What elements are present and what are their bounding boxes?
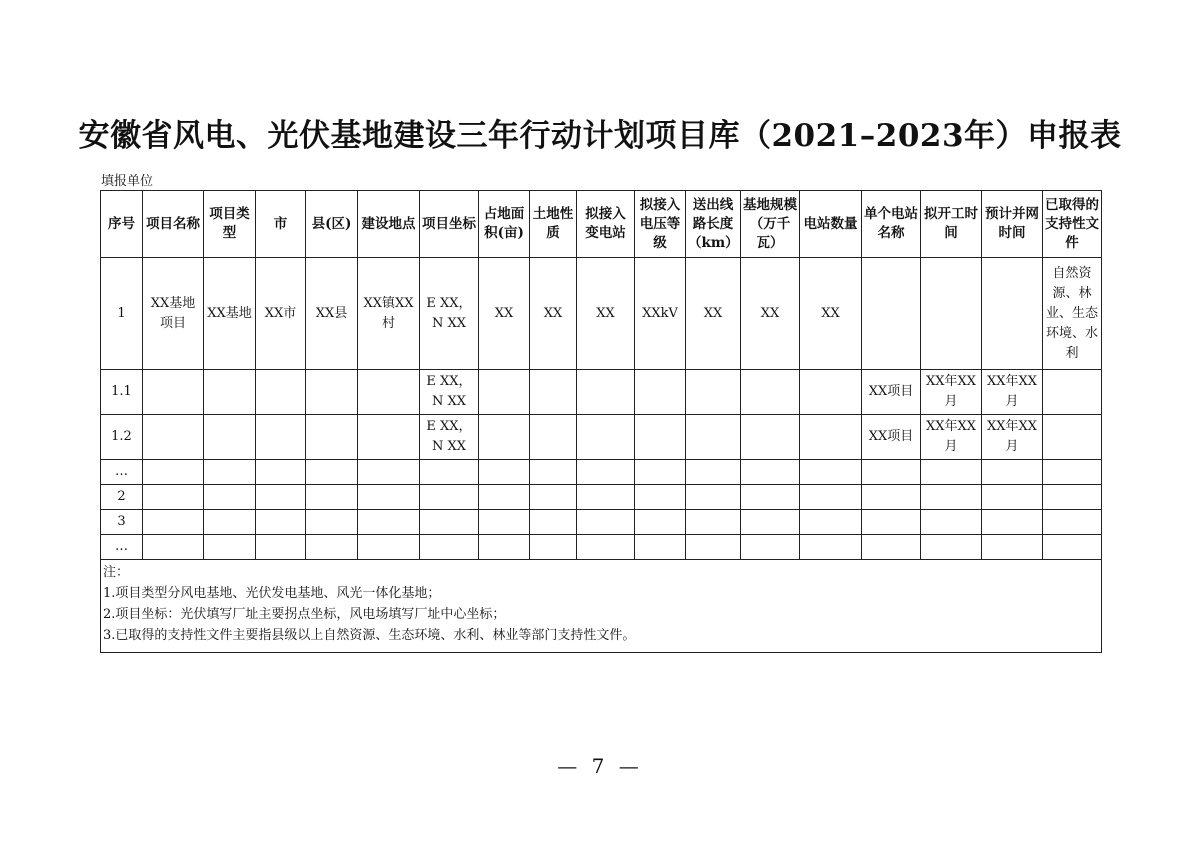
table-cell: XX年XX月 xyxy=(982,415,1043,460)
table-row xyxy=(101,485,1102,510)
table-cell xyxy=(921,460,982,485)
table-cell xyxy=(256,485,306,510)
header-cell: 送出线路长度（km） xyxy=(686,191,741,258)
table-cell: XX镇XX村 xyxy=(358,258,420,370)
header-cell: 市 xyxy=(256,191,306,258)
table-cell xyxy=(800,510,862,535)
table-cell xyxy=(143,460,204,485)
table-cell xyxy=(143,370,204,415)
table-cell xyxy=(862,258,921,370)
header-cell: 单个电站名称 xyxy=(862,191,921,258)
table-cell xyxy=(143,485,204,510)
table-cell: XX xyxy=(577,258,635,370)
table-cell xyxy=(921,485,982,510)
header-cell: 县(区) xyxy=(306,191,358,258)
table-cell: 自然资源、林业、生态环境、水利 xyxy=(1043,258,1102,370)
table-cell: XX年XX月 xyxy=(921,370,982,415)
table-cell xyxy=(982,535,1043,560)
table-cell xyxy=(686,535,741,560)
table-cell xyxy=(635,510,686,535)
table-cell xyxy=(256,370,306,415)
table-cell xyxy=(530,485,577,510)
table-cell: XX年XX月 xyxy=(921,415,982,460)
table-cell xyxy=(530,510,577,535)
table-cell xyxy=(256,415,306,460)
table-cell xyxy=(800,485,862,510)
reporting-unit-label: 填报单位 xyxy=(101,174,154,189)
table-row xyxy=(101,415,1102,460)
header-cell: 拟接入变电站 xyxy=(577,191,635,258)
table-cell xyxy=(635,485,686,510)
table-cell xyxy=(479,460,530,485)
table-cell xyxy=(358,415,420,460)
table-cell xyxy=(143,535,204,560)
table-cell xyxy=(577,415,635,460)
table-cell: XX项目 xyxy=(862,370,921,415)
table-cell xyxy=(862,460,921,485)
table-cell xyxy=(982,485,1043,510)
table-cell xyxy=(479,535,530,560)
table-cell xyxy=(306,485,358,510)
table-cell xyxy=(420,460,479,485)
table-cell xyxy=(862,485,921,510)
table-cell xyxy=(800,415,862,460)
note-line: 2.项目坐标：光伏填写厂址主要拐点坐标，风电场填写厂址中心坐标； xyxy=(103,607,506,622)
header-cell: 项目类型 xyxy=(204,191,256,258)
header-cell: 占地面积(亩) xyxy=(479,191,530,258)
table-cell xyxy=(530,535,577,560)
table-cell xyxy=(635,370,686,415)
table-cell: XX xyxy=(479,258,530,370)
header-cell: 项目坐标 xyxy=(420,191,479,258)
note-line: 1.项目类型分风电基地、光伏发电基地、风光一体化基地； xyxy=(103,586,441,601)
table-cell xyxy=(306,415,358,460)
notes-row xyxy=(101,560,1102,653)
page-title: 安徽省风电、光伏基地建设三年行动计划项目库（2021–2023年）申报表 xyxy=(78,118,1122,154)
table-cell xyxy=(204,460,256,485)
header-cell: 建设地点 xyxy=(358,191,420,258)
table-cell xyxy=(479,485,530,510)
table-cell xyxy=(577,370,635,415)
table-cell: E XX，N XX xyxy=(420,258,479,370)
table-cell xyxy=(741,370,800,415)
table-cell xyxy=(686,460,741,485)
table-cell: 2 xyxy=(101,485,143,510)
header-cell: 序号 xyxy=(101,191,143,258)
table-cell xyxy=(306,460,358,485)
table-row xyxy=(101,370,1102,415)
table-row xyxy=(101,510,1102,535)
header-cell: 已取得的支持性文件 xyxy=(1043,191,1102,258)
table-cell xyxy=(530,370,577,415)
table-cell xyxy=(862,535,921,560)
table-cell: XX xyxy=(741,258,800,370)
table-cell xyxy=(635,460,686,485)
table-cell: 1.1 xyxy=(101,370,143,415)
table-cell xyxy=(982,460,1043,485)
table-cell xyxy=(686,370,741,415)
table-cell xyxy=(479,370,530,415)
table-cell xyxy=(921,510,982,535)
table-cell: XX xyxy=(800,258,862,370)
table-cell xyxy=(741,485,800,510)
table-cell: XX项目 xyxy=(862,415,921,460)
table-cell: 1 xyxy=(101,258,143,370)
header-cell: 拟接入电压等级 xyxy=(635,191,686,258)
table-cell: … xyxy=(101,535,143,560)
table-cell xyxy=(256,460,306,485)
table-cell xyxy=(256,510,306,535)
table-cell xyxy=(358,510,420,535)
table-cell: E XX，N XX xyxy=(420,370,479,415)
table-cell xyxy=(204,485,256,510)
table-cell xyxy=(800,370,862,415)
table-cell xyxy=(420,535,479,560)
table-cell xyxy=(358,460,420,485)
table-cell xyxy=(306,535,358,560)
table-cell xyxy=(741,535,800,560)
table-cell xyxy=(143,510,204,535)
table-cell xyxy=(204,510,256,535)
table-cell xyxy=(1043,370,1102,415)
table-cell xyxy=(306,510,358,535)
table-cell xyxy=(741,415,800,460)
table-cell xyxy=(577,510,635,535)
table-cell: 1.2 xyxy=(101,415,143,460)
table-cell xyxy=(686,510,741,535)
table-cell xyxy=(479,415,530,460)
table-cell xyxy=(577,485,635,510)
project-form-table xyxy=(100,190,1102,653)
header-cell: 项目名称 xyxy=(143,191,204,258)
notes-label: 注： xyxy=(103,565,130,580)
table-cell xyxy=(306,370,358,415)
table-cell xyxy=(577,535,635,560)
table-cell xyxy=(741,510,800,535)
table-cell xyxy=(1043,460,1102,485)
header-cell: 拟开工时间 xyxy=(921,191,982,258)
table-cell xyxy=(1043,510,1102,535)
table-row xyxy=(101,460,1102,485)
table-cell xyxy=(420,485,479,510)
header-cell: 电站数量 xyxy=(800,191,862,258)
table-cell xyxy=(204,370,256,415)
table-cell xyxy=(479,510,530,535)
table-row xyxy=(101,535,1102,560)
table-cell xyxy=(204,535,256,560)
page-number: — 7 — xyxy=(557,754,643,778)
table-cell xyxy=(143,415,204,460)
table-cell: XX基地项目 xyxy=(143,258,204,370)
table-cell xyxy=(358,485,420,510)
table-cell: … xyxy=(101,460,143,485)
table-cell: XX县 xyxy=(306,258,358,370)
table-cell xyxy=(982,258,1043,370)
table-cell xyxy=(862,510,921,535)
header-cell: 预计并网时间 xyxy=(982,191,1043,258)
header-row xyxy=(101,191,1102,258)
table-cell: E XX，N XX xyxy=(420,415,479,460)
header-cell: 基地规模（万千瓦） xyxy=(741,191,800,258)
table-cell xyxy=(686,485,741,510)
table-cell xyxy=(921,258,982,370)
table-cell xyxy=(800,535,862,560)
table-cell xyxy=(741,460,800,485)
header-cell: 土地性质 xyxy=(530,191,577,258)
table-cell: XX市 xyxy=(256,258,306,370)
table-cell xyxy=(982,510,1043,535)
table-row xyxy=(101,258,1102,370)
table-cell: XX xyxy=(686,258,741,370)
table-cell: XXkV xyxy=(635,258,686,370)
table-cell xyxy=(577,460,635,485)
note-line: 3.已取得的支持性文件主要指县级以上自然资源、生态环境、水利、林业等部门支持性文件。 xyxy=(103,628,636,643)
table-cell xyxy=(800,460,862,485)
table-cell: 3 xyxy=(101,510,143,535)
table-cell: XX年XX月 xyxy=(982,370,1043,415)
table-cell xyxy=(921,535,982,560)
table-cell xyxy=(204,415,256,460)
table-cell xyxy=(358,370,420,415)
table-cell xyxy=(1043,485,1102,510)
table-cell xyxy=(686,415,741,460)
notes-cell xyxy=(101,560,1102,653)
table-cell xyxy=(530,415,577,460)
table-cell xyxy=(1043,535,1102,560)
table-cell xyxy=(530,460,577,485)
table-cell xyxy=(256,535,306,560)
table-cell xyxy=(1043,415,1102,460)
table-cell: XX xyxy=(530,258,577,370)
table-cell xyxy=(635,535,686,560)
table-cell: XX基地 xyxy=(204,258,256,370)
table-cell xyxy=(358,535,420,560)
table-cell xyxy=(420,510,479,535)
table-cell xyxy=(635,415,686,460)
